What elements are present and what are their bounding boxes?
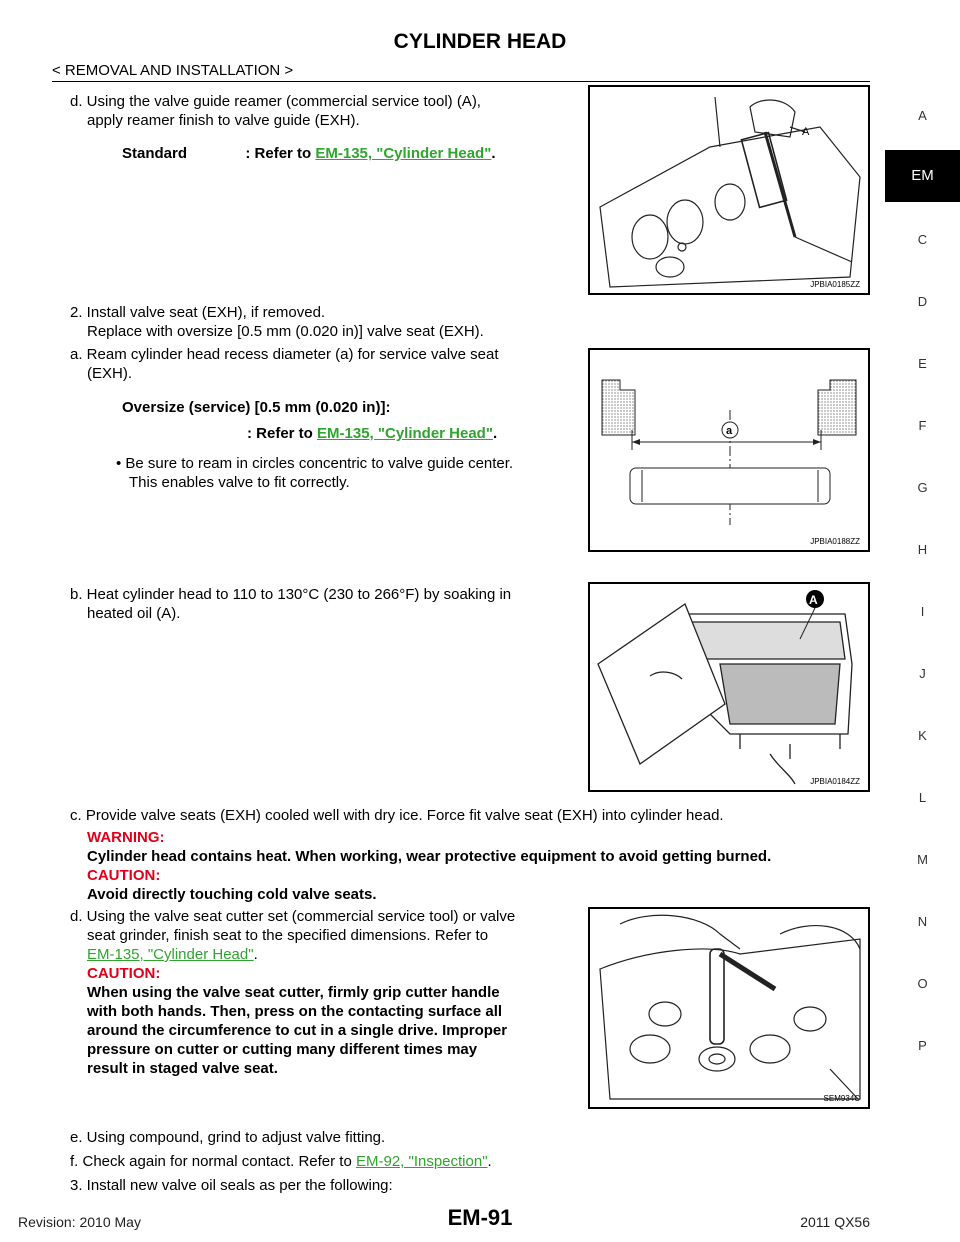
caution-line: result in staged valve seat. — [87, 1060, 278, 1077]
oil-bath-illustration — [590, 584, 868, 790]
spec-refer: : Refer to — [247, 425, 313, 442]
caution-line: When using the valve seat cutter, firmly grip cutter handle — [87, 984, 500, 1001]
side-tab-k[interactable]: K — [918, 728, 927, 743]
oversize-spec-label: Oversize (service) [0.5 mm (0.020 in)]: — [122, 399, 391, 416]
figure-oil-bath — [588, 582, 870, 792]
step-d-reamer — [70, 92, 580, 130]
link-em135[interactable]: EM-135, "Cylinder Head" — [317, 425, 493, 442]
step-a-bullet — [116, 454, 580, 492]
caution-line: pressure on cutter or cutting many different times may — [87, 1041, 478, 1058]
step-text: (EXH). — [87, 365, 132, 382]
callout-a: A — [809, 593, 818, 607]
side-tab-em[interactable]: EM — [885, 150, 960, 202]
step-c: c. Provide valve seats (EXH) cooled well with dry ice. Force fit valve seat (EXH) into cylinder head. — [70, 807, 724, 824]
side-tab-j[interactable]: J — [919, 666, 926, 681]
reamer-illustration — [590, 87, 868, 293]
breadcrumb: < REMOVAL AND INSTALLATION > — [52, 62, 294, 79]
figure-caption: JPBIA0188ZZ — [810, 537, 860, 546]
caution-label: CAUTION: — [87, 867, 161, 884]
side-tab-m[interactable]: M — [917, 852, 928, 867]
caution-text: Avoid directly touching cold valve seats. — [87, 886, 377, 903]
link-em92[interactable]: EM-92, "Inspection" — [355, 1153, 488, 1170]
side-tab-i[interactable]: I — [920, 604, 925, 619]
figure-valve-seat-cutter — [588, 907, 870, 1109]
step-text: d. Using the valve seat cutter set (commercial service tool) or valve — [70, 908, 516, 925]
side-tab-o[interactable]: O — [917, 976, 928, 991]
step-text: f. Check again for normal contact. Refer to — [70, 1153, 352, 1170]
callout-a: a — [726, 425, 733, 437]
oversize-spec: : Refer to EM-135, "Cylinder Head". — [247, 425, 498, 442]
figure-caption: JPBIA0185ZZ — [810, 280, 860, 289]
bullet-text: This enables valve to fit correctly. — [129, 474, 350, 491]
link-em135[interactable]: EM-135, "Cylinder Head" — [87, 946, 254, 963]
step-b — [70, 585, 580, 623]
side-tab-a[interactable]: A — [918, 108, 927, 123]
step-a — [70, 345, 580, 383]
figure-valve-guide-reamer — [588, 85, 870, 295]
standard-spec: Standard : Refer to EM-135, "Cylinder Head". — [122, 145, 496, 162]
spec-label: Standard — [122, 145, 188, 162]
step-text: heated oil (A). — [87, 605, 181, 622]
warning-label: WARNING: — [87, 829, 165, 846]
step-text: seat grinder, finish seat to the specified dimensions. Refer to — [87, 927, 489, 944]
step-e: e. Using compound, grind to adjust valve fitting. — [70, 1129, 386, 1146]
side-tab-g[interactable]: G — [917, 480, 928, 495]
figure-caption: JPBIA0184ZZ — [810, 777, 860, 786]
recess-illustration — [590, 350, 868, 550]
page-number: EM-91 — [447, 1205, 513, 1230]
header-divider — [52, 81, 870, 82]
step-text: a. Ream cylinder head recess diameter (a) for service valve seat — [70, 346, 499, 363]
step-text: d. Using the valve guide reamer (commercial service tool) (A), — [70, 93, 481, 110]
model-text: 2011 QX56 — [800, 1214, 870, 1230]
step-3: 3. Install new valve oil seals as per the following: — [70, 1177, 393, 1194]
caution-line: with both hands. Then, press on the contacting surface all — [87, 1003, 503, 1020]
link-em135[interactable]: EM-135, "Cylinder Head" — [315, 145, 492, 162]
page-title: CYLINDER HEAD — [393, 30, 567, 53]
step-f: f. Check again for normal contact. Refer to EM-92, "Inspection". — [70, 1153, 492, 1170]
figure-recess-diameter — [588, 348, 870, 552]
caution-line: around the circumference to cut in a single drive. Improper — [87, 1022, 508, 1039]
side-tab-d[interactable]: D — [917, 294, 928, 309]
spec-refer: : Refer to — [245, 145, 312, 162]
step-d-cutter: d. Using the valve seat cutter set (commercial service tool) or valve seat grinder, finish seat to the specified dimensions. Refer to EM-135, "Cylinder Head". CAUTION: When using the valve seat cutter, firmly grip cutter handle with both hands. Then, press on the contacting surface all around the circumference to cut in a single drive. Improper pressure on cutter or cutting many different times may result in staged valve seat. — [70, 907, 580, 1078]
bullet-text: • Be sure to ream in circles concentric to valve guide center. — [116, 455, 514, 472]
side-tab-h[interactable]: H — [917, 542, 928, 557]
callout-a: A — [802, 126, 810, 138]
side-tab-p[interactable]: P — [918, 1038, 927, 1053]
cutter-illustration — [590, 909, 868, 1107]
warning-text: Cylinder head contains heat. When working, wear protective equipment to avoid getting burned. — [87, 848, 772, 865]
side-tab-e[interactable]: E — [918, 356, 927, 371]
side-tab-l[interactable]: L — [918, 790, 927, 805]
step-2 — [70, 303, 580, 341]
revision-text: Revision: 2010 May — [18, 1214, 141, 1230]
step-text: Replace with oversize [0.5 mm (0.020 in)] valve seat (EXH). — [87, 323, 484, 340]
caution-label: CAUTION: — [87, 965, 161, 982]
step-text: apply reamer finish to valve guide (EXH). — [87, 112, 360, 129]
side-tab-n[interactable]: N — [917, 914, 928, 929]
step-text: b. Heat cylinder head to 110 to 130°C (230 to 266°F) by soaking in — [70, 586, 512, 603]
figure-caption: SEM934C — [823, 1094, 860, 1103]
step-text: 2. Install valve seat (EXH), if removed. — [70, 304, 326, 321]
side-tab-c[interactable]: C — [917, 232, 928, 247]
side-tab-f[interactable]: F — [918, 418, 927, 433]
